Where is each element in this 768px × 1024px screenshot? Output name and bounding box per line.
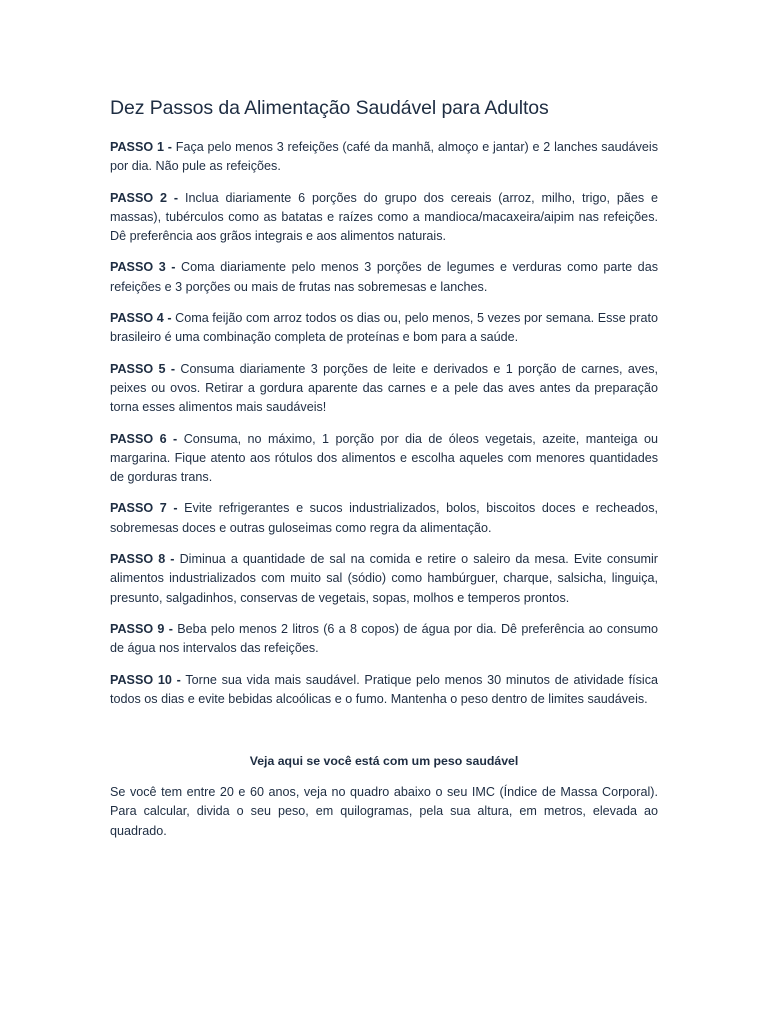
step-paragraph	[110, 550, 658, 608]
step-paragraph	[110, 620, 658, 659]
step-text: Torne sua vida mais saudável. Pratique pelo menos 30 minutos de atividade física todos os dias e evite bebidas alcoólicas e o fumo. Mantenha o peso dentro de limites saudáveis.	[110, 672, 658, 706]
step-label: PASSO 3 -	[110, 260, 176, 275]
step-paragraph	[110, 360, 658, 418]
step-paragraph	[110, 309, 658, 348]
step-text: Evite refrigerantes e sucos industrializados, bolos, biscoitos doces e recheados, sobremesas doces e outras guloseimas como regra da alimentação.	[110, 501, 659, 535]
step-label: PASSO 6 -	[110, 431, 178, 446]
step-label: PASSO 5 -	[110, 361, 176, 376]
section-heading: Veja aqui se você está com um peso saudável	[249, 754, 519, 769]
step-paragraph	[110, 430, 658, 488]
step-text: Faça pelo menos 3 refeições (café da manhã, almoço e jantar) e 2 lanches saudáveis por dia. Não pule as refeições.	[110, 140, 658, 174]
intro-paragraph: Se você tem entre 20 e 60 anos, veja no quadro abaixo o seu IMC (Índice de Massa Corporal). Para calcular, divida o seu peso, em quilogramas, pela sua altura, em metros, elevada ao quadrado.	[110, 785, 658, 838]
step-label: PASSO 1 -	[110, 140, 172, 154]
step-label: PASSO 9 -	[110, 621, 173, 636]
document-title: Dez Passos da Alimentação Saudável para Adultos	[110, 97, 549, 119]
step-label: PASSO 4 -	[110, 311, 172, 326]
step-label: PASSO 2 -	[110, 190, 179, 205]
step-paragraph	[110, 138, 658, 177]
step-paragraph	[110, 189, 658, 247]
step-paragraph	[110, 499, 658, 538]
step-paragraph	[110, 671, 658, 710]
step-text: Consuma, no máximo, 1 porção por dia de óleos vegetais, azeite, manteiga ou margarina. Fique atento aos rótulos dos alimentos e escolha aqueles com menores quantidades de gorduras trans.	[110, 431, 659, 485]
step-text: Beba pelo menos 2 litros (6 a 8 copos) de água por dia. Dê preferência ao consumo de água nos intervalos das refeições.	[110, 621, 658, 656]
step-paragraph	[110, 258, 658, 297]
step-label: PASSO 8 -	[110, 552, 175, 567]
step-text: Coma diariamente pelo menos 3 porções de legumes e verduras como parte das refeições e 3 porções ou mais de frutas nas sobremesas e lanches.	[110, 260, 658, 294]
step-text: Diminua a quantidade de sal na comida e retire o saleiro da mesa. Evite consumir alimentos industrializados com muito sal (sódio) como hambúrguer, charque, salsicha, linguiça, presunto, salgadinhos, conservas de vegetais, sopas, molhos e temperos prontos.	[110, 552, 658, 605]
document-page	[110, 92, 658, 841]
step-text: Consuma diariamente 3 porções de leite e derivados e 1 porção de carnes, aves, peixes ou ovos. Retirar a gordura aparente das carnes e a pele das aves antes da preparação torna esses alimentos mais saudáveis!	[110, 361, 658, 415]
step-label: PASSO 7 -	[110, 501, 178, 516]
steps-list	[110, 138, 658, 709]
step-label: PASSO 10 -	[110, 672, 181, 687]
step-text: Coma feijão com arroz todos os dias ou, pelo menos, 5 vezes por semana. Esse prato brasileiro é uma combinação completa de proteínas e bom para a saúde.	[110, 311, 659, 345]
step-text: Inclua diariamente 6 porções do grupo dos cereais (arroz, milho, trigo, pães e massas), tubérculos como as batatas e raízes como a mandioca/macaxeira/aipim nas refeições. Dê preferência aos grãos integrais e aos alimentos naturais.	[110, 190, 658, 244]
